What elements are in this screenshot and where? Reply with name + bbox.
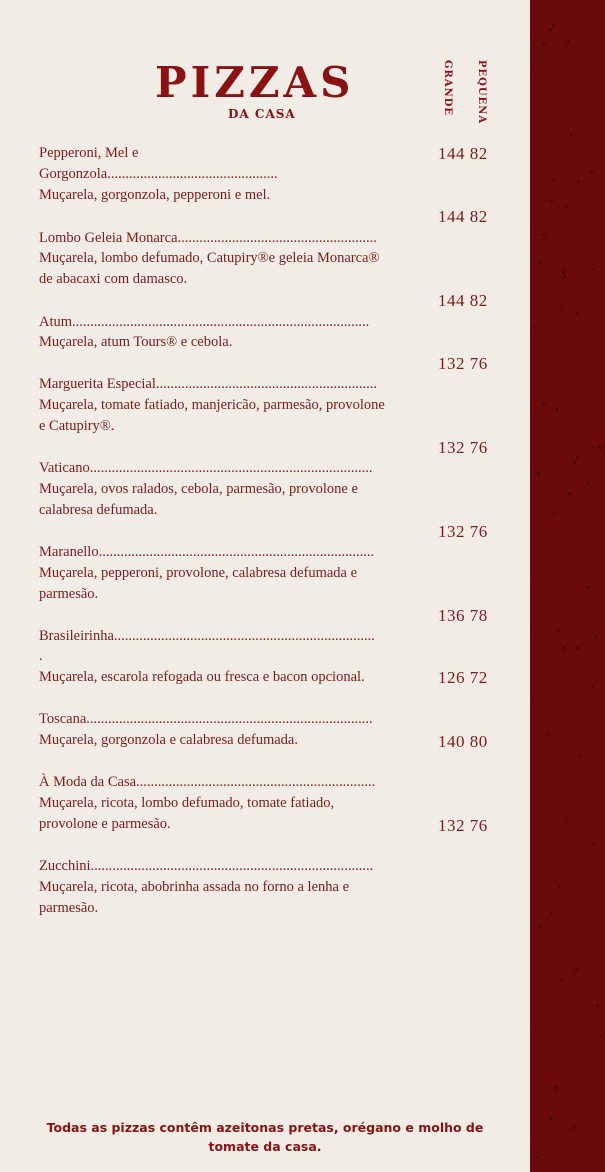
speckle [550,912,552,914]
speckle [567,41,570,44]
price: 136 78 [438,606,488,625]
speckle [565,205,567,207]
speckle [586,586,589,589]
speckle [570,134,572,136]
speckle [551,923,552,924]
speckle [590,170,593,173]
speckle [535,582,537,584]
speckle [596,1004,599,1007]
item-name-line: Zucchini.............................................................................. [39,858,374,874]
item-description: Muçarela, atum Tours® e cebola. [39,334,233,350]
speckle [535,1136,537,1138]
speckle [545,156,546,157]
speckle [562,646,565,649]
speckle [578,184,579,185]
price: 132 76 [438,816,488,835]
speckle [596,278,597,279]
price: 126 72 [438,668,488,687]
item-description: calabresa defumada. [39,502,158,518]
speckle [575,968,578,971]
speckle [593,843,595,845]
speckle [553,417,554,418]
item-name-line: Toscana............................................................................... [39,711,373,727]
price: 132 76 [438,354,488,373]
speckle [583,153,584,154]
speckle [595,791,597,793]
speckle [563,275,566,278]
price: 144 82 [438,291,488,310]
speckle [565,820,567,822]
menu-title: PIZZAS [155,58,355,107]
speckle [532,701,533,702]
item-description: Muçarela, tomate fatiado, manjericão, parmesão, provolone [39,397,385,413]
speckle [541,1,542,2]
item-name-line: . [39,648,43,664]
price: 144 82 [438,207,488,226]
item-name-line: Pepperoni, Mel e [39,145,139,161]
column-header-grande: GRANDE [442,60,453,117]
item-description: Muçarela, ricota, lombo defumado, tomate fatiado, [39,795,335,811]
speckle [556,545,557,546]
speckle [598,446,601,449]
speckle [562,271,565,274]
speckle [596,723,597,724]
speckle [585,1002,586,1003]
speckle [595,636,598,639]
item-description: parmesão. [39,900,99,916]
speckle [597,1132,598,1133]
speckle [584,527,585,528]
speckle [561,979,563,981]
price: 132 76 [438,522,488,541]
item-description: e Catupiry®. [39,418,115,434]
speckle [555,684,556,685]
speckle [552,25,554,27]
item-description: Muçarela, escarola refogada ou fresca e bacon opcional. [39,669,365,685]
price: 140 80 [438,732,488,751]
speckle [564,484,565,485]
item-description: Muçarela, pepperoni, provolone, calabresa defumada e [39,565,358,581]
speckle [558,801,559,802]
speckle [572,1126,575,1129]
speckle [531,627,532,628]
speckle [553,511,556,514]
speckle [534,217,535,218]
speckle [549,1117,552,1120]
speckle [539,926,541,928]
speckle [534,415,536,417]
speckle [543,768,545,770]
speckle [554,1086,557,1089]
speckle [555,408,558,411]
speckle [561,591,562,592]
speckle [553,179,555,181]
speckle [550,199,553,202]
speckle [561,1116,562,1117]
speckle [594,773,595,774]
speckle [557,630,559,632]
menu-subtitle: DA CASA [228,107,296,121]
speckle [592,686,594,688]
speckle [576,312,579,315]
speckle [539,261,541,263]
item-name-line: Brasileirinha........................................................................ [39,628,375,644]
speckle [537,472,540,475]
price: 132 76 [438,438,488,457]
menu-footer-note: Todas as pizzas contêm azeitonas pretas, orégano e molho de tomate da casa. [46,1120,484,1154]
item-description: Muçarela, lombo defumado, Catupiry®e geleia Monarca® [39,250,380,266]
speckle [549,28,552,31]
item-name-line: Maranello............................................................................ [39,544,375,560]
speckle [536,1156,538,1158]
item-name-line: Atum.................................................................................. [39,314,370,330]
decorative-side-band [530,0,605,1172]
item-description: Muçarela, gorgonzola e calabresa defumada. [39,732,298,748]
item-description: Muçarela, ricota, abobrinha assada no forno a lenha e [39,879,350,895]
speckle [568,492,571,495]
item-description: parmesão. [39,586,99,602]
speckle [546,855,548,857]
item-description: Muçarela, gorgonzola, pepperoni e mel. [39,187,271,203]
speckle [582,994,583,995]
speckle [555,374,556,375]
item-description: Muçarela, ovos ralados, cebola, parmesão, provolone e [39,481,358,497]
speckle [541,566,542,567]
speckle [580,814,581,815]
speckle [593,688,594,689]
item-name-line: Gorgonzola............................................... [39,166,278,182]
speckle [568,325,569,326]
speckle [577,180,580,183]
speckle [542,233,545,236]
speckle [533,326,535,328]
speckle [558,37,559,38]
speckle [558,886,560,888]
speckle [579,755,581,757]
speckle [560,642,561,643]
speckle [576,457,578,459]
column-header-pequena: PEQUENA [476,60,487,125]
price: 144 82 [438,144,488,163]
speckle [535,1029,537,1031]
speckle [542,43,545,46]
item-description: de abacaxi com damasco. [39,271,188,287]
speckle [531,70,532,71]
speckle [599,1034,601,1036]
speckle [561,308,563,310]
item-name-line: À Moda da Casa.................................................................. [39,774,376,790]
speckle [594,663,596,665]
item-name-line: Marguerita Especial............................................................. [39,376,378,392]
speckle [587,481,590,484]
speckle [546,733,548,735]
speckle [536,55,538,57]
item-name-line: Lombo Geleia Monarca....................................................... [39,230,377,246]
speckle [573,461,576,464]
speckle [542,402,545,405]
item-description: provolone e parmesão. [39,816,171,832]
speckle [592,268,594,270]
speckle [576,647,579,650]
speckle [558,595,559,596]
speckle [583,356,584,357]
item-name-line: Vaticano.............................................................................. [39,460,373,476]
